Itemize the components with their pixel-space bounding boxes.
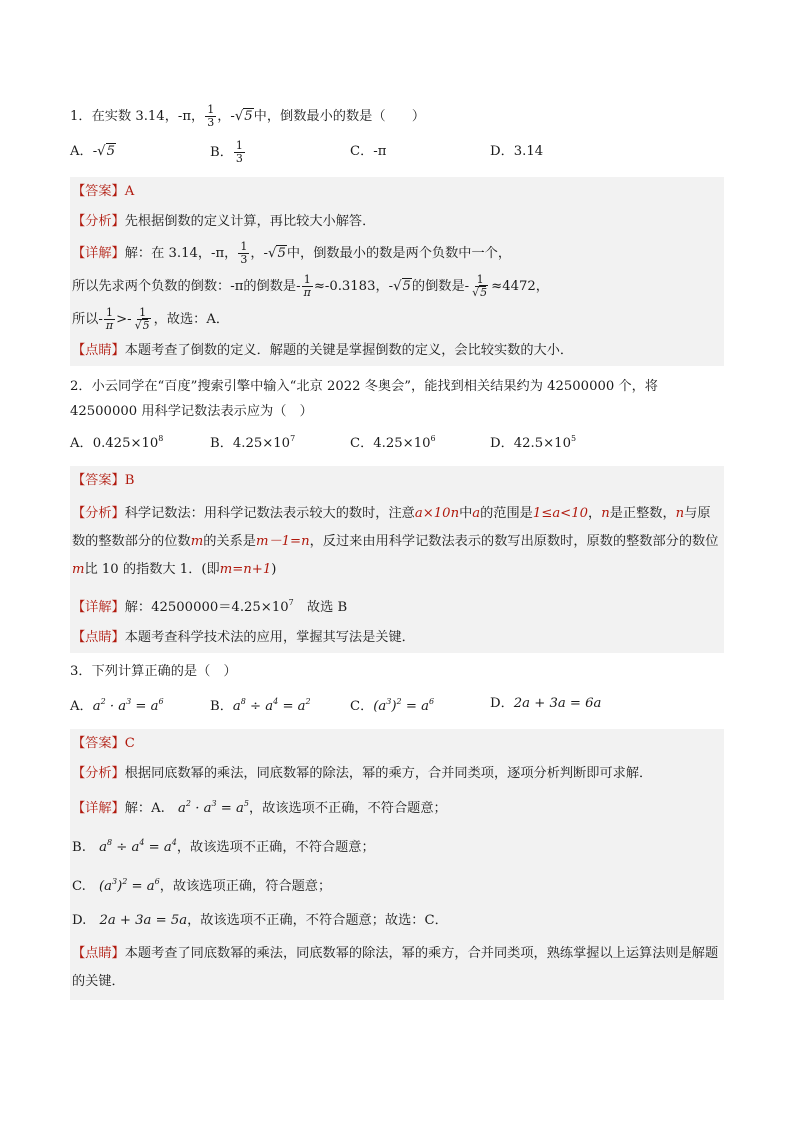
question-2-stem: 2．小云同学在“百度”搜索引擎中输入“北京 2022 冬奥会”，能找到相关结果约为 42500000 个，将 42500000 用科学记数法表示应为（ ） (70, 379, 658, 419)
analysis-row: 【分析】科学记数法：用科学记数法表示较大的数时，注意a×10n中a的范围是1≤a<10，n是正整数，n与原数的整数部分的位数m的关系是m－1=n，反过来由用科学记数法表示的数写出原数时，原数的整数部分的数位m比 10 的指数大 1．(即m=n+1) (72, 506, 719, 577)
question-2-solution (70, 466, 724, 653)
option-b: B． $\frac{1}{3}$ (210, 138, 243, 165)
question-2-options (70, 428, 724, 454)
detail-row-2: 所以先求两个负数的倒数：-π的倒数是- $\frac{1}{\pi}$ ≈-0.3183，-√5的倒数是- $\frac{1}{√5}$ ≈4472， (72, 273, 549, 299)
answer-row: 【答案】C (72, 736, 135, 751)
option-d: D．$42.5\times 10^5$ (490, 433, 577, 451)
option-c: C．-π (350, 144, 387, 159)
option-d: D．2a + 3a = 6a (490, 696, 602, 711)
option-a: A．$a^2 \cdot a^3 = a^6$ (70, 696, 164, 714)
option-b: B．$4.25\times 10^7$ (210, 433, 296, 451)
option-a: A．$0.425\times 10^8$ (70, 433, 164, 451)
detail-row: 【详解】解：$42500000=4.25\times 10^7$ 故选 B (72, 598, 348, 615)
option-b: B．$a^8 \div a^4 = a^2$ (210, 696, 311, 714)
question-1-solution (70, 177, 724, 366)
question-3 (70, 653, 724, 1000)
question-2 (70, 366, 724, 653)
option-d: D．3.14 (490, 144, 544, 159)
analysis-row: 【分析】先根据倒数的定义计算，再比较大小解答． (72, 214, 376, 229)
detail-row-1: 【详解】解：在 3.14，-π， $\frac{1}{3}$ ，-√5中，倒数最小的数是两个负数中一个， (72, 240, 512, 266)
option-c: C．$4.25\times 10^6$ (350, 433, 436, 451)
option-c: C．$(a^3)^2 = a^6$ (350, 696, 435, 714)
question-3-options (70, 691, 724, 717)
comment-row: 【点睛】本题考查了倒数的定义．解题的关键是掌握倒数的定义，会比较实数的大小． (72, 343, 574, 358)
analysis-row: 【分析】根据同底数幂的乘法，同底数幂的除法，幂的乘方，合并同类项，逐项分析判断即可求解． (72, 766, 653, 781)
comment-row: 【点睛】本题考查科学技术法的应用，掌握其写法是关键． (72, 630, 415, 645)
question-1-options (70, 139, 724, 165)
question-1 (70, 96, 724, 366)
document-page (70, 96, 724, 1000)
question-3-stem: 3．下列计算正确的是（ ） (70, 664, 237, 679)
comment-row: 【点睛】本题考查了同底数幂的乘法，同底数幂的除法，幂的乘方，合并同类项，熟练掌握以上运算法则是解题的关键． (72, 946, 719, 989)
detail-row-3: 所以- $\frac{1}{\pi}$ >- $\frac{1}{√5}$ ，故选：A． (72, 306, 230, 332)
question-1-stem: 1．在实数 3.14，-π， $\frac{1}{3}$ ，-√5中，倒数最小的数是（ ） (70, 103, 426, 129)
option-a: A．-√5 (70, 144, 115, 159)
answer-row: 【答案】B (72, 473, 135, 488)
detail-row-c: C. $(a^3)^2 = a^6$，故该选项正确，符合题意； (72, 877, 332, 894)
question-3-solution (70, 729, 724, 1000)
fraction-one-third: $\frac{1}{3}$ (207, 103, 215, 129)
detail-row-a: 【详解】解：A. $a^2 \cdot a^3 = a^5$，故该选项不正确，不符合题意； (72, 799, 447, 816)
detail-row-d: D. 2a + 3a = 5a，故该选项不正确，不符合题意；故选：C． (72, 913, 448, 928)
detail-row-b: B. $a^8 \div a^4 = a^4$，故该选项不正确，不符合题意； (72, 838, 375, 855)
answer-row: 【答案】A (72, 184, 135, 199)
